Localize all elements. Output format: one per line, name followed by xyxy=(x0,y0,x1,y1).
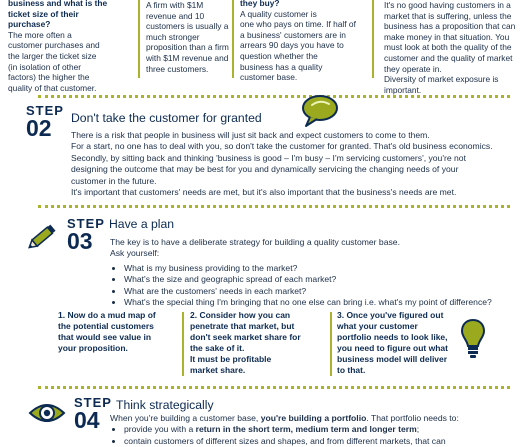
card-divider xyxy=(330,312,332,376)
text-line: the larger the ticket size xyxy=(8,50,97,61)
step-word: STEP xyxy=(67,216,105,231)
step-3-body xyxy=(110,237,525,308)
text-line: your proposition. xyxy=(58,343,128,353)
text-line: with $1M revenue and xyxy=(146,52,229,63)
text-line: that would see value in xyxy=(58,332,152,342)
text-line: much stronger xyxy=(146,31,200,42)
text-line: customer base. xyxy=(240,72,298,83)
portfolio-list xyxy=(110,424,525,447)
text-run-bold: return in the short term, medium term and longer term xyxy=(195,424,417,435)
column-1-question xyxy=(8,0,123,30)
text-run-bold: you're building a portfolio xyxy=(260,413,367,423)
text-line: they operate in. xyxy=(384,63,442,74)
paragraph-line: Ask yourself: xyxy=(110,248,160,259)
paragraph-line: customer in the future. xyxy=(71,175,157,186)
text-line: It must be profitable xyxy=(190,354,272,364)
top-column-1 xyxy=(8,0,123,93)
paragraph-line: There is a risk that people in business will just sit back and expect customers to come to them. xyxy=(71,130,430,140)
column-divider xyxy=(138,0,140,78)
question-list xyxy=(110,263,525,309)
text-line: (in isolation of other xyxy=(8,61,82,72)
paragraph-line: designing the outcome that may be best for you and dynamically servicing the changing needs of your xyxy=(71,164,459,175)
list-item: • contain customers of different sizes and shapes, and from different markets, that can xyxy=(124,436,525,447)
text-line: proposition than a firm xyxy=(146,42,229,53)
step-2-body xyxy=(71,130,526,198)
text-line: The more often a xyxy=(8,29,72,40)
step-4-heading: Think strategically xyxy=(116,398,214,412)
text-run: . That portfolio needs to: xyxy=(366,413,459,423)
list-item: • What's the size and geographic spread of each market? xyxy=(124,274,525,285)
text-line: one who pays on time. If half of xyxy=(240,19,356,30)
text-line: question whether the xyxy=(240,50,318,61)
text-line: market share. xyxy=(190,365,246,375)
lightbulb-icon xyxy=(460,318,486,360)
text-line: a business' customers are in xyxy=(240,29,346,40)
pencil-icon xyxy=(28,222,58,250)
text-run: provide you with a xyxy=(124,424,196,435)
step-number: 03 xyxy=(67,228,93,254)
top-column-2 xyxy=(146,0,241,74)
text-line: the sake of it. xyxy=(190,343,245,353)
paragraph-line: It's important that customers' needs are met, but it's also important that the business's needs are met. xyxy=(71,187,457,198)
step-number: 04 xyxy=(74,407,100,433)
text-line: portfolio needs to look like, xyxy=(337,332,448,342)
paragraph-line xyxy=(110,413,525,424)
step-number: 02 xyxy=(26,115,52,141)
text-line: make money in that situation. You xyxy=(384,31,510,42)
plan-card-1 xyxy=(58,310,178,354)
text-line: 1. Now do a mud map of xyxy=(58,310,156,320)
step-3-heading: Have a plan xyxy=(109,217,175,231)
text-line: what your customer xyxy=(337,321,418,331)
text-line: you need to figure out what xyxy=(337,343,448,353)
plan-card-2 xyxy=(190,310,325,376)
list-item: • What's the special thing I'm bringing that no one else can bring i.e. what's my point of difference? xyxy=(124,297,525,308)
text-line: important. xyxy=(384,84,422,95)
text-line: business model will deliver xyxy=(337,354,448,364)
list-item xyxy=(124,424,525,435)
text-line: don't seek market share for xyxy=(190,332,301,342)
section-divider xyxy=(38,386,510,389)
eye-icon xyxy=(28,400,66,426)
text-line: business and what is the xyxy=(8,0,108,8)
text-line: the potential customers xyxy=(58,321,154,331)
column-divider xyxy=(232,0,234,78)
step-4-label xyxy=(74,396,114,431)
step-word: STEP xyxy=(26,103,64,118)
text-line: 3. Once you've figured out xyxy=(337,310,444,320)
text-line: three customers. xyxy=(146,63,209,74)
top-column-3 xyxy=(240,0,370,83)
column-1-text xyxy=(8,30,123,94)
step-2-heading: Don't take the customer for granted xyxy=(71,111,262,125)
text-line: A firm with $1M xyxy=(146,0,204,10)
text-line: penetrate that market, but xyxy=(190,321,295,331)
text-line: It's no good having customers in a xyxy=(384,0,511,10)
card-divider xyxy=(182,312,184,376)
text-line: customers is usually a xyxy=(146,21,229,32)
text-line: must look at both the quality of the xyxy=(384,42,512,53)
text-line: A quality customer is xyxy=(240,8,317,19)
text-line: customer purchases and xyxy=(8,40,100,51)
section-divider xyxy=(38,95,510,98)
text-line: purchase? xyxy=(8,19,51,30)
text-line: arrears 90 days you have to xyxy=(240,40,344,51)
section-divider xyxy=(38,205,510,208)
text-line: ticket size of their xyxy=(8,8,79,19)
step-3-label xyxy=(67,217,107,252)
text-line: market that is suffering, unless the xyxy=(384,10,512,21)
paragraph-line: For a start, no one has to deal with you, so don't take the customer for granted. That's old business economics. xyxy=(71,141,493,152)
top-column-4 xyxy=(384,0,530,95)
text-run: When you're building a customer base, xyxy=(110,413,261,423)
speech-bubble-icon xyxy=(300,93,340,129)
text-line: revenue and 10 xyxy=(146,10,205,21)
text-line: to that. xyxy=(337,365,366,375)
text-run: ; xyxy=(416,424,420,435)
paragraph-line: The key is to have a deliberate strategy for building a quality customer base. xyxy=(110,237,400,247)
text-line: quality of that customer. xyxy=(8,82,97,93)
paragraph-line: Secondly, by sitting back and thinking 'business is good – I'm busy – I'm servicing customers', you're not xyxy=(71,152,466,163)
text-line: Diversity of market exposure is xyxy=(384,74,499,85)
text-line: factors) the higher the xyxy=(8,72,90,83)
text-line: customer and the quality of market xyxy=(384,52,513,63)
step-word: STEP xyxy=(74,395,112,410)
column-divider xyxy=(372,0,374,78)
plan-card-3 xyxy=(337,310,467,376)
text-line: business has a proposition that can xyxy=(384,21,516,32)
text-line: 2. Consider how you can xyxy=(190,310,291,320)
text-line: business has a quality xyxy=(240,61,323,72)
step-2-label xyxy=(26,104,66,139)
list-item: • What is my business providing to the market? xyxy=(124,263,525,274)
text-line: they buy? xyxy=(240,0,280,8)
list-item: • What are the customers' needs in each market? xyxy=(124,286,525,297)
